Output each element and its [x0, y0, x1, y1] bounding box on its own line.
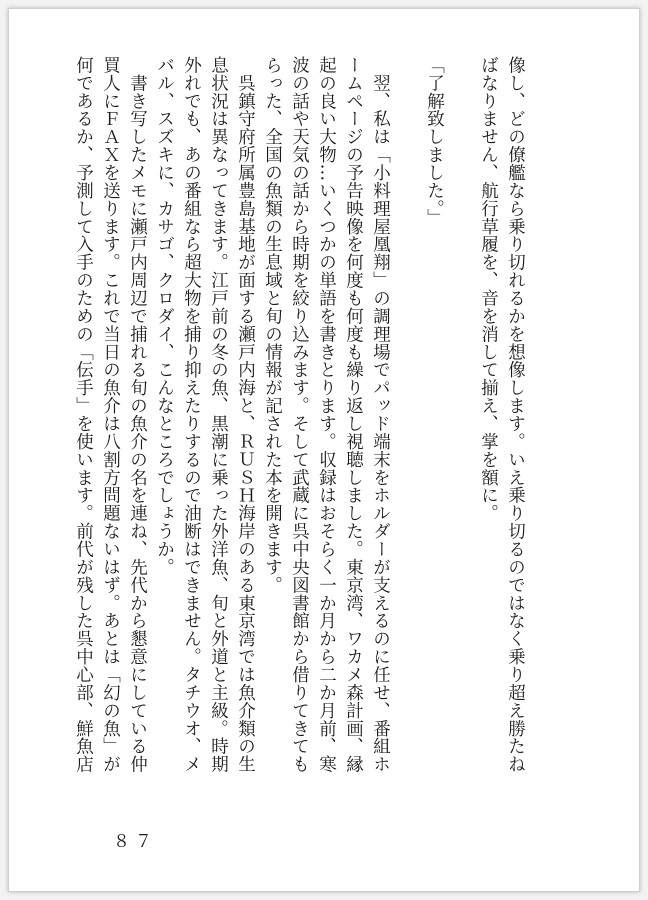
text-line: 翌、私は「小料理屋凰翔」の調理場でパッド端末をホルダーが支えるのに任せ、番組ホ [370, 56, 391, 774]
text-line: 何であるか、予測して入手のための「伝手」を使います。前代が残した呉中心部、鮮魚店 [73, 56, 94, 774]
text-line: ばなりません、航行草履を、音を消して揃え、掌を額に。 [478, 56, 499, 523]
text-line: 起の良い大物…いくつかの単語を書きとります。収録はおそらく一か月から二か月前、寒 [316, 56, 337, 774]
text-line: 息状況は異なってきます。江戸前の冬の魚、黒潮に乗った外洋魚、旬と外道と主級。時期 [208, 56, 229, 774]
text-line: 「了解致しました。」 [424, 56, 445, 227]
text-line: 外れでも、あの番組なら超大物を捕り抑えたりするので油断はできません。タチウオ、メ [181, 56, 202, 774]
text-line: 波の話や天気の話から時期を絞り込みます。そして武蔵に呉中央図書館から借りてきても [289, 56, 310, 774]
text-line: ームページの予告映像を何度も何度も繰り返し視聴しました。東京湾、ワカメ森計画、縁 [343, 56, 364, 774]
book-page [8, 8, 640, 892]
text-line: 呉鎮守府所属豊島基地が面する瀬戸内海と、ＲＵＳＨ海岸のある東京湾では魚介類の生 [235, 56, 256, 774]
text-line: バル、スズキに、カサゴ、クロダイ、こんなところでしょうか。 [154, 56, 175, 576]
page-number: ８７ [113, 832, 157, 852]
text-line: らった、全国の魚類の生息域と旬の情報が記された本を開きます。 [262, 56, 283, 594]
text-line: 書き写したメモに瀬戸内周辺で捕れる旬の魚介の名を連ね、先代から懇意にしている仲 [127, 56, 148, 774]
text-line: 像し、どの僚艦なら乗り切れるかを想像します。いえ乗り切るのではなく乗り超え勝たね [505, 56, 526, 774]
text-line: 買人にＦＡＸを送ります。これで当日の魚介は八割方問題ないはず。あとは「幻の魚」が [100, 56, 121, 774]
